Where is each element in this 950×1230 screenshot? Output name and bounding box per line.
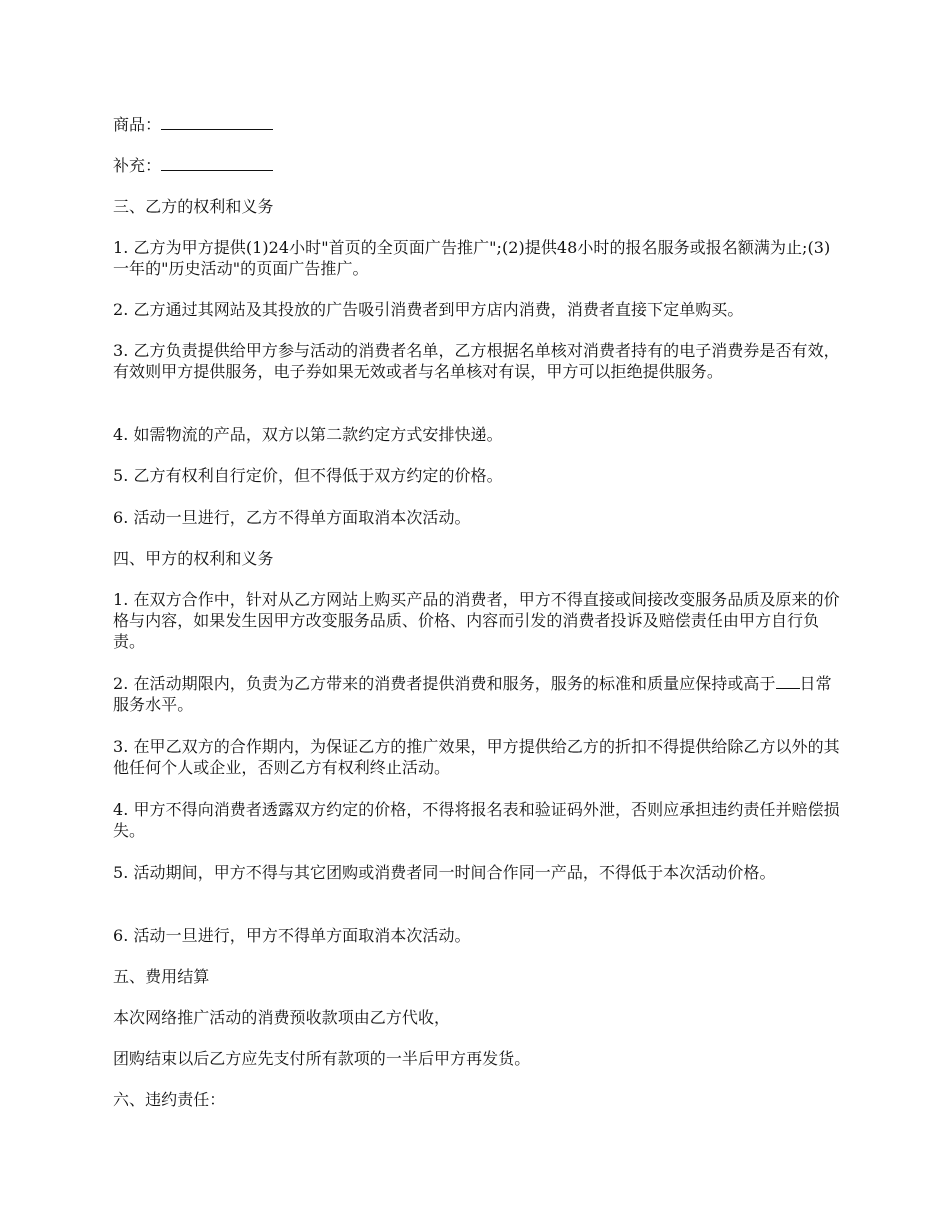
section3-item-4: 4. 如需物流的产品，双方以第二款约定方式安排快递。	[113, 425, 503, 444]
section5-line-1: 本次网络推广活动的消费预收款项由乙方代收，	[113, 1008, 451, 1027]
section4-item-2-tail: 日常服务水平。	[113, 674, 832, 714]
section3-item-2: 2. 乙方通过其网站及其投放的广告吸引消费者到甲方店内消费，消费者直接下定单购买。	[113, 300, 744, 319]
section3-item-1: 1. 乙方为甲方提供(1)24小时"首页的全页面广告推广";(2)提供48小时的报名服务或报名额满为止;(3)一年的"历史活动"的页面广告推广。	[113, 238, 831, 278]
field-goods-label: 商品：	[113, 115, 162, 134]
section4-item-4: 4. 甲方不得向消费者透露双方约定的价格，不得将报名表和验证码外泄，否则应承担违约责任并赔偿损失。	[113, 800, 840, 840]
section3-item-3: 3. 乙方负责提供给甲方参与活动的消费者名单，乙方根据名单核对消费者持有的电子消费券是否有效，有效则甲方提供服务，电子券如果无效或者与名单核对有误，甲方可以拒绝提供服务。	[113, 341, 840, 381]
section4-heading: 四、甲方的权利和义务	[113, 549, 274, 568]
field-supplement-label: 补充：	[113, 156, 162, 175]
section3-item-5: 5. 乙方有权利自行定价，但不得低于双方约定的价格。	[113, 466, 503, 485]
field-supplement-blank	[161, 156, 273, 171]
section4-item-1: 1. 在双方合作中，针对从乙方网站上购买产品的消费者，甲方不得直接或间接改变服务品质及原来的价格与内容，如果发生因甲方改变服务品质、价格、内容而引发的消费者投诉及赔偿责任由甲方自行负责。	[113, 590, 840, 651]
field-supplement	[113, 155, 841, 176]
section5-heading: 五、费用结算	[113, 967, 210, 986]
section4-item-2-text: 2. 在活动期限内，负责为乙方带来的消费者提供消费和服务，服务的标准和质量应保持或高于	[113, 674, 776, 693]
section4-item-3: 3. 在甲乙双方的合作期内，为保证乙方的推广效果，甲方提供给乙方的折扣不得提供给除乙方以外的其他任何个人或企业，否则乙方有权利终止活动。	[113, 737, 840, 777]
section6-heading: 六、违约责任：	[113, 1090, 226, 1109]
section5-line-2: 团购结束以后乙方应先支付所有款项的一半后甲方再发货。	[113, 1049, 531, 1068]
section3-item-6: 6. 活动一旦进行，乙方不得单方面取消本次活动。	[113, 508, 471, 527]
service-level-blank	[776, 674, 800, 689]
section4-item-5: 5. 活动期间，甲方不得与其它团购或消费者同一时间合作同一产品，不得低于本次活动价格。	[113, 863, 776, 882]
section4-item-2	[113, 673, 841, 715]
section3-heading: 三、乙方的权利和义务	[113, 197, 274, 216]
field-goods	[113, 114, 841, 135]
section4-item-6: 6. 活动一旦进行，甲方不得单方面取消本次活动。	[113, 926, 471, 945]
field-goods-blank	[161, 115, 273, 130]
